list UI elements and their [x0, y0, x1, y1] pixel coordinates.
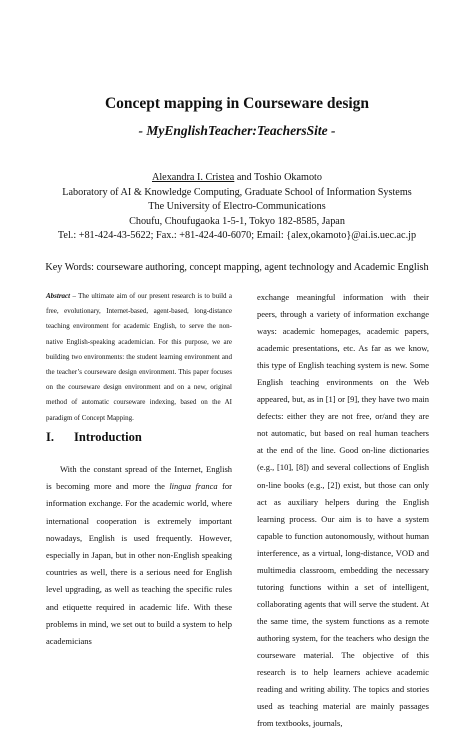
intro-paragraph	[46, 461, 232, 650]
paper-subtitle: - MyEnglishTeacher:TeachersSite -	[138, 123, 336, 138]
intro-right-column	[257, 289, 429, 732]
author-joiner: and	[234, 172, 254, 183]
keywords-line: Key Words: courseware authoring, concept mapping, agent technology and Academic English	[45, 262, 429, 273]
intro-italic-term: lingua franca	[169, 481, 218, 492]
section-number: I.	[46, 430, 54, 444]
intro-continuation: exchange meaningful information with their peers, through a variety of information exchange ways: academic homepages, academic papers, academic presentations, etc. As far as we know, this type of English teaching system is new. Some English teaching environments on the Web appeared, but, as in [1] or [9], they have two main defects: either they are not free, or/and they are not automatic, but based on real human teachers at the end of the line. Good on-line dictionaries (e.g., [10], [8]) and several collections of English on-line books (e.g., [2]) exist, but those can only act as auxiliary helpers during the English learning process. Our aim is to have a system capable to function autonomously, without human interference, as a virtual, long-distance, VOD and multimedia classroom, embedding the necessary tutoring functions within a set of intelligent, collaborating agents that will serve the student. At the same time, the system functions as a remote authoring system, for the teachers who design the courseware material. The objective of this research is to help learners achieve academic reading and writing ability. The topics and stories used as teaching material are mainly passages from textbooks, journals,	[257, 292, 429, 729]
author-name-2: Toshio Okamoto	[253, 172, 322, 183]
affiliation-lab: Laboratory of AI & Knowledge Computing, Graduate School of Information Systems	[62, 186, 412, 198]
affiliation-university: The University of Electro-Communications	[148, 201, 326, 212]
intro-left-column	[46, 461, 232, 650]
section-heading	[46, 430, 142, 445]
abstract-text: – The ultimate aim of our present research is to build a free, evolutionary, Internet-based, agent-based, long-distance teaching environment for academic English, to serve the non-native English-speaking academician. For this purpose, we are building two environments: the student learning environment and the teacher’s courseware design environment. This paper focuses on the courseware design environment and on a new, original method of automatic courseware indexing, based on the AI paradigm of Concept Mapping.	[46, 292, 232, 422]
author-names-line	[0, 171, 474, 186]
intro-text-a: With the constant spread of the Internet, English is becoming more and more the	[46, 464, 232, 492]
author-name-1: Alexandra I. Cristea	[151, 172, 235, 183]
section-title: Introduction	[74, 430, 142, 444]
abstract-label: Abstract	[46, 292, 71, 300]
contact-info: Tel.: +81-424-43-5622; Fax.: +81-424-40-6070; Email: {alex,okamoto}@ai.is.uec.ac.jp	[57, 230, 417, 241]
paper-title: Concept mapping in Courseware design	[104, 95, 370, 112]
author-block	[0, 171, 474, 244]
affiliation-address: Choufu, Choufugaoka 1-5-1, Tokyo 182-8585, Japan	[129, 215, 345, 227]
abstract-block	[46, 289, 232, 426]
intro-text-b: for information exchange. For the academic world, where international cooperation is extremely important nowadays, English is used frequently. However, especially in Japan, but in other non-English speaking countries as well, there is a serious need for English level upgrading, as well as teaching the specific rules and etiquette required in academic life. With these problems in mind, we set out to build a system to help academicians	[46, 481, 232, 647]
